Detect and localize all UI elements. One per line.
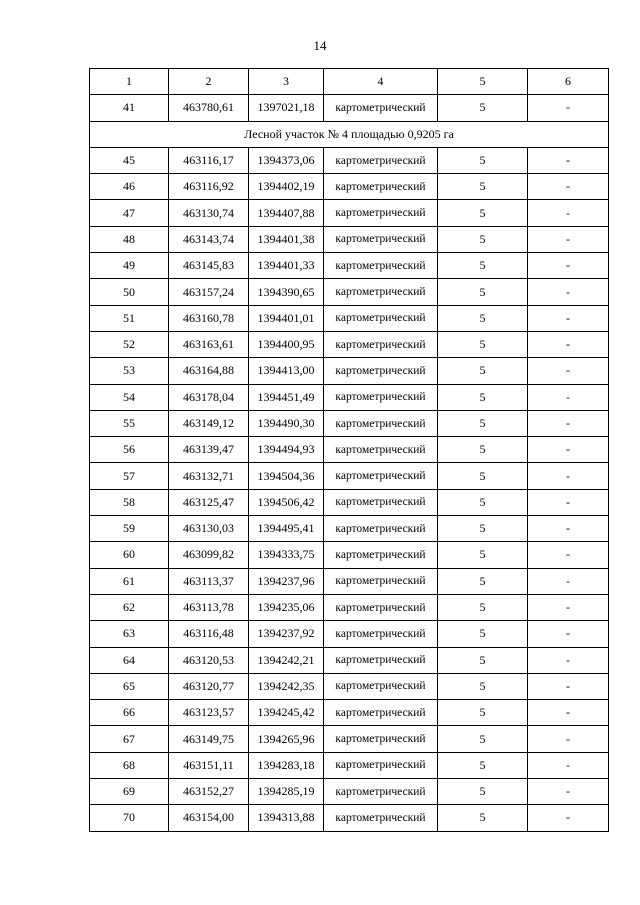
table-row (90, 805, 609, 831)
accuracy-cell: 5 (438, 516, 528, 542)
point-number-cell: 56 (90, 437, 169, 463)
y-coordinate-cell: 1394506,42 (249, 489, 324, 515)
point-number-cell: 51 (90, 305, 169, 331)
accuracy-cell: 5 (438, 95, 528, 121)
x-coordinate-cell: 463164,88 (169, 358, 249, 384)
point-number-cell: 53 (90, 358, 169, 384)
x-coordinate-cell: 463780,61 (169, 95, 249, 121)
point-number-cell: 55 (90, 410, 169, 436)
point-number-cell: 49 (90, 253, 169, 279)
y-coordinate-cell: 1394401,38 (249, 226, 324, 252)
y-coordinate-cell: 1394242,21 (249, 647, 324, 673)
accuracy-cell: 5 (438, 805, 528, 831)
table-row (90, 647, 609, 673)
extra-cell: - (528, 147, 609, 173)
method-cell: картометрический (324, 253, 438, 279)
x-coordinate-cell: 463149,75 (169, 726, 249, 752)
table-row (90, 437, 609, 463)
method-cell: картометрический (324, 700, 438, 726)
method-cell: картометрический (324, 331, 438, 357)
method-cell: картометрический (324, 95, 438, 121)
extra-cell: - (528, 331, 609, 357)
x-coordinate-cell: 463125,47 (169, 489, 249, 515)
extra-cell: - (528, 568, 609, 594)
method-cell: картометрический (324, 594, 438, 620)
y-coordinate-cell: 1394333,75 (249, 542, 324, 568)
point-number-cell: 59 (90, 516, 169, 542)
y-coordinate-cell: 1394237,92 (249, 621, 324, 647)
table-row (90, 568, 609, 594)
header-cell-4: 4 (324, 69, 438, 95)
extra-cell: - (528, 779, 609, 805)
method-cell: картометрический (324, 673, 438, 699)
y-coordinate-cell: 1394402,19 (249, 174, 324, 200)
method-cell: картометрический (324, 410, 438, 436)
accuracy-cell: 5 (438, 253, 528, 279)
y-coordinate-cell: 1394495,41 (249, 516, 324, 542)
point-number-cell: 46 (90, 174, 169, 200)
table-row (90, 542, 609, 568)
accuracy-cell: 5 (438, 673, 528, 699)
accuracy-cell: 5 (438, 568, 528, 594)
method-cell: картометрический (324, 279, 438, 305)
table-row (90, 621, 609, 647)
extra-cell: - (528, 647, 609, 673)
method-cell: картометрический (324, 305, 438, 331)
extra-cell: - (528, 621, 609, 647)
method-cell: картометрический (324, 384, 438, 410)
table-row (90, 594, 609, 620)
extra-cell: - (528, 384, 609, 410)
section-title-row (90, 121, 609, 147)
point-number-cell: 45 (90, 147, 169, 173)
accuracy-cell: 5 (438, 594, 528, 620)
x-coordinate-cell: 463120,53 (169, 647, 249, 673)
extra-cell: - (528, 253, 609, 279)
coordinates-table (89, 68, 609, 832)
point-number-cell: 67 (90, 726, 169, 752)
x-coordinate-cell: 463130,03 (169, 516, 249, 542)
x-coordinate-cell: 463163,61 (169, 331, 249, 357)
accuracy-cell: 5 (438, 779, 528, 805)
point-number-cell: 41 (90, 95, 169, 121)
x-coordinate-cell: 463143,74 (169, 226, 249, 252)
y-coordinate-cell: 1394400,95 (249, 331, 324, 357)
method-cell: картометрический (324, 621, 438, 647)
point-number-cell: 58 (90, 489, 169, 515)
point-number-cell: 47 (90, 200, 169, 226)
extra-cell: - (528, 95, 609, 121)
table-row (90, 358, 609, 384)
extra-cell: - (528, 489, 609, 515)
y-coordinate-cell: 1394265,96 (249, 726, 324, 752)
method-cell: картометрический (324, 779, 438, 805)
y-coordinate-cell: 1394401,33 (249, 253, 324, 279)
point-number-cell: 62 (90, 594, 169, 620)
table-row (90, 331, 609, 357)
extra-cell: - (528, 279, 609, 305)
y-coordinate-cell: 1394235,06 (249, 594, 324, 620)
method-cell: картометрический (324, 805, 438, 831)
table-header-row (90, 69, 609, 95)
point-number-cell: 66 (90, 700, 169, 726)
extra-cell: - (528, 594, 609, 620)
x-coordinate-cell: 463160,78 (169, 305, 249, 331)
y-coordinate-cell: 1394504,36 (249, 463, 324, 489)
x-coordinate-cell: 463123,57 (169, 700, 249, 726)
x-coordinate-cell: 463139,47 (169, 437, 249, 463)
method-cell: картометрический (324, 437, 438, 463)
extra-cell: - (528, 542, 609, 568)
point-number-cell: 54 (90, 384, 169, 410)
table-row (90, 253, 609, 279)
point-number-cell: 60 (90, 542, 169, 568)
accuracy-cell: 5 (438, 752, 528, 778)
extra-cell: - (528, 437, 609, 463)
method-cell: картометрический (324, 463, 438, 489)
point-number-cell: 65 (90, 673, 169, 699)
method-cell: картометрический (324, 174, 438, 200)
extra-cell: - (528, 463, 609, 489)
point-number-cell: 57 (90, 463, 169, 489)
accuracy-cell: 5 (438, 200, 528, 226)
header-cell-1: 1 (90, 69, 169, 95)
accuracy-cell: 5 (438, 621, 528, 647)
accuracy-cell: 5 (438, 437, 528, 463)
y-coordinate-cell: 1394490,30 (249, 410, 324, 436)
accuracy-cell: 5 (438, 331, 528, 357)
method-cell: картометрический (324, 726, 438, 752)
table-row (90, 279, 609, 305)
extra-cell: - (528, 200, 609, 226)
x-coordinate-cell: 463113,37 (169, 568, 249, 594)
table-row (90, 516, 609, 542)
x-coordinate-cell: 463116,92 (169, 174, 249, 200)
x-coordinate-cell: 463113,78 (169, 594, 249, 620)
y-coordinate-cell: 1394401,01 (249, 305, 324, 331)
extra-cell: - (528, 805, 609, 831)
y-coordinate-cell: 1394242,35 (249, 673, 324, 699)
accuracy-cell: 5 (438, 147, 528, 173)
x-coordinate-cell: 463145,83 (169, 253, 249, 279)
accuracy-cell: 5 (438, 174, 528, 200)
y-coordinate-cell: 1397021,18 (249, 95, 324, 121)
extra-cell: - (528, 700, 609, 726)
extra-cell: - (528, 226, 609, 252)
x-coordinate-cell: 463116,17 (169, 147, 249, 173)
extra-cell: - (528, 516, 609, 542)
y-coordinate-cell: 1394283,18 (249, 752, 324, 778)
x-coordinate-cell: 463152,27 (169, 779, 249, 805)
x-coordinate-cell: 463178,04 (169, 384, 249, 410)
point-number-cell: 69 (90, 779, 169, 805)
x-coordinate-cell: 463130,74 (169, 200, 249, 226)
table-row (90, 700, 609, 726)
extra-cell: - (528, 358, 609, 384)
table-row (90, 673, 609, 699)
extra-cell: - (528, 673, 609, 699)
point-number-cell: 50 (90, 279, 169, 305)
y-coordinate-cell: 1394237,96 (249, 568, 324, 594)
x-coordinate-cell: 463116,48 (169, 621, 249, 647)
page-number: 14 (313, 38, 327, 53)
x-coordinate-cell: 463157,24 (169, 279, 249, 305)
method-cell: картометрический (324, 200, 438, 226)
x-coordinate-cell: 463132,71 (169, 463, 249, 489)
section-title: Лесной участок № 4 площадью 0,9205 га (90, 121, 609, 147)
accuracy-cell: 5 (438, 700, 528, 726)
accuracy-cell: 5 (438, 647, 528, 673)
point-number-cell: 70 (90, 805, 169, 831)
table-row (90, 174, 609, 200)
x-coordinate-cell: 463120,77 (169, 673, 249, 699)
x-coordinate-cell: 463151,11 (169, 752, 249, 778)
point-number-cell: 68 (90, 752, 169, 778)
y-coordinate-cell: 1394407,88 (249, 200, 324, 226)
accuracy-cell: 5 (438, 279, 528, 305)
point-number-cell: 61 (90, 568, 169, 594)
extra-cell: - (528, 410, 609, 436)
method-cell: картометрический (324, 147, 438, 173)
accuracy-cell: 5 (438, 384, 528, 410)
accuracy-cell: 5 (438, 410, 528, 436)
y-coordinate-cell: 1394494,93 (249, 437, 324, 463)
extra-cell: - (528, 305, 609, 331)
method-cell: картометрический (324, 489, 438, 515)
y-coordinate-cell: 1394373,06 (249, 147, 324, 173)
table-row (90, 147, 609, 173)
table-row (90, 95, 609, 121)
point-number-cell: 48 (90, 226, 169, 252)
x-coordinate-cell: 463099,82 (169, 542, 249, 568)
extra-cell: - (528, 752, 609, 778)
y-coordinate-cell: 1394245,42 (249, 700, 324, 726)
table-row (90, 463, 609, 489)
method-cell: картометрический (324, 358, 438, 384)
method-cell: картометрический (324, 542, 438, 568)
accuracy-cell: 5 (438, 305, 528, 331)
table-row (90, 384, 609, 410)
method-cell: картометрический (324, 647, 438, 673)
point-number-cell: 64 (90, 647, 169, 673)
table-row (90, 200, 609, 226)
header-cell-2: 2 (169, 69, 249, 95)
header-cell-3: 3 (249, 69, 324, 95)
y-coordinate-cell: 1394451,49 (249, 384, 324, 410)
coordinates-table-body (90, 69, 609, 832)
accuracy-cell: 5 (438, 358, 528, 384)
y-coordinate-cell: 1394285,19 (249, 779, 324, 805)
point-number-cell: 63 (90, 621, 169, 647)
accuracy-cell: 5 (438, 489, 528, 515)
header-cell-5: 5 (438, 69, 528, 95)
accuracy-cell: 5 (438, 542, 528, 568)
table-row (90, 489, 609, 515)
method-cell: картометрический (324, 516, 438, 542)
table-row (90, 726, 609, 752)
y-coordinate-cell: 1394413,00 (249, 358, 324, 384)
header-cell-6: 6 (528, 69, 609, 95)
method-cell: картометрический (324, 226, 438, 252)
method-cell: картометрический (324, 568, 438, 594)
method-cell: картометрический (324, 752, 438, 778)
extra-cell: - (528, 174, 609, 200)
point-number-cell: 52 (90, 331, 169, 357)
y-coordinate-cell: 1394390,65 (249, 279, 324, 305)
accuracy-cell: 5 (438, 463, 528, 489)
table-row (90, 779, 609, 805)
table-row (90, 410, 609, 436)
accuracy-cell: 5 (438, 726, 528, 752)
y-coordinate-cell: 1394313,88 (249, 805, 324, 831)
extra-cell: - (528, 726, 609, 752)
x-coordinate-cell: 463149,12 (169, 410, 249, 436)
table-row (90, 305, 609, 331)
x-coordinate-cell: 463154,00 (169, 805, 249, 831)
table-row (90, 752, 609, 778)
table-row (90, 226, 609, 252)
accuracy-cell: 5 (438, 226, 528, 252)
